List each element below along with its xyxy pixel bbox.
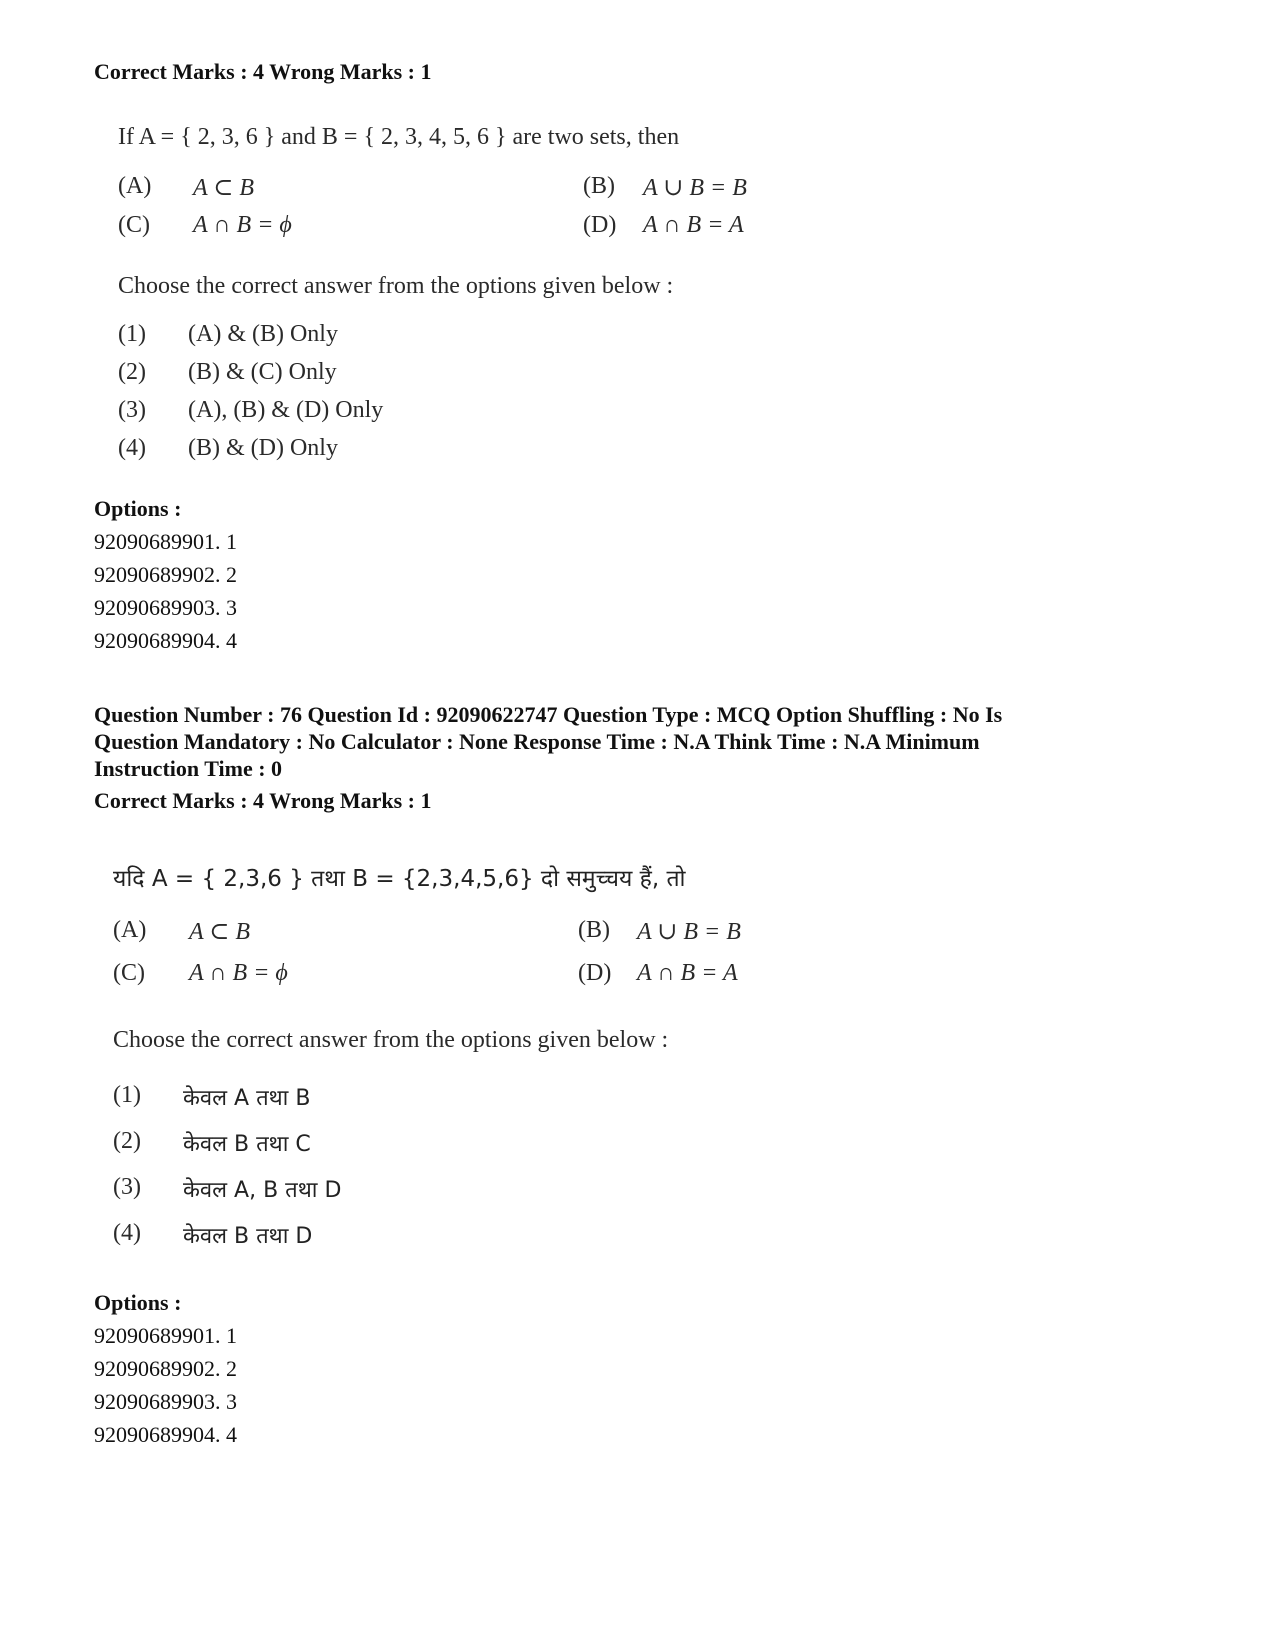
q75-choice-4-num: (4) (118, 435, 146, 461)
q75-prompt: Choose the correct answer from the options given below : (118, 273, 674, 299)
q75-option-4: 92090689904. 4 (94, 628, 237, 653)
q75-stmt-b-expr: A ∪ B = B (643, 175, 747, 201)
q75-choice-3-text: (A), (B) & (D) Only (188, 397, 384, 423)
q75-choice-2-num: (2) (118, 359, 146, 385)
q75-choice-2-text: (B) & (C) Only (188, 359, 337, 385)
q76-option-3: 92090689903. 3 (94, 1389, 237, 1414)
q76-option-2: 92090689902. 2 (94, 1356, 237, 1381)
q76-stem: यदि A = { 2,3,6 } तथा B = {2,3,4,5,6} दो समुच्चय हैं, तो (113, 866, 686, 892)
q75-options-label: Options : (94, 496, 182, 521)
q75-stmt-b-label: (B) (583, 173, 615, 199)
q75-option-3: 92090689903. 3 (94, 595, 237, 620)
q76-choice-2-text: केवल B तथा C (183, 1132, 311, 1157)
q76-options-label: Options : (94, 1290, 182, 1315)
q76-option-1: 92090689901. 1 (94, 1323, 237, 1348)
q75-stmt-c-label: (C) (118, 212, 150, 238)
q76-stmt-b-expr: A ∪ B = B (637, 919, 741, 945)
q76-prompt: Choose the correct answer from the options given below : (113, 1027, 669, 1053)
q76-choice-2-num: (2) (113, 1128, 141, 1154)
q76-stmt-a-label: (A) (113, 917, 147, 943)
q75-stmt-c-expr: A ∩ B = ϕ (193, 212, 292, 238)
q76-header-line-2: Question Mandatory : No Calculator : None Response Time : N.A Think Time : N.A Minimum (94, 729, 980, 754)
q76-header-line-1: Question Number : 76 Question Id : 92090622747 Question Type : MCQ Option Shuffling : No Is (94, 702, 1003, 727)
q76-choice-4-text: केवल B तथा D (183, 1224, 313, 1249)
q75-stmt-d-label: (D) (583, 212, 617, 238)
q75-stem: If A = { 2, 3, 6 } and B = { 2, 3, 4, 5, 6 } are two sets, then (118, 124, 680, 150)
q76-marks: Correct Marks : 4 Wrong Marks : 1 (94, 788, 432, 813)
q76-stmt-c-expr: A ∩ B = ϕ (189, 960, 288, 986)
q76-stmt-d-expr: A ∩ B = A (637, 960, 738, 986)
q75-choice-1-text: (A) & (B) Only (188, 321, 338, 347)
q76-header-line-3: Instruction Time : 0 (94, 756, 283, 781)
q75-choice-3-num: (3) (118, 397, 146, 423)
q76-choice-1-text: केवल A तथा B (183, 1086, 311, 1111)
q76-choice-4-num: (4) (113, 1220, 141, 1246)
q75-option-1: 92090689901. 1 (94, 529, 237, 554)
q76-option-4: 92090689904. 4 (94, 1422, 237, 1447)
q76-choice-1-num: (1) (113, 1082, 141, 1108)
q76-choice-3-num: (3) (113, 1174, 141, 1200)
q75-stmt-a-expr: A ⊂ B (193, 175, 254, 201)
q75-stmt-d-expr: A ∩ B = A (643, 212, 744, 238)
q75-choice-4-text: (B) & (D) Only (188, 435, 338, 461)
q76-stmt-d-label: (D) (578, 960, 612, 986)
q76-choice-3-text: केवल A, B तथा D (183, 1178, 342, 1203)
q75-marks: Correct Marks : 4 Wrong Marks : 1 (94, 59, 432, 84)
q76-stmt-b-label: (B) (578, 917, 610, 943)
q76-stmt-a-expr: A ⊂ B (189, 919, 250, 945)
q75-stmt-a-label: (A) (118, 173, 152, 199)
q76-stmt-c-label: (C) (113, 960, 145, 986)
q75-choice-1-num: (1) (118, 321, 146, 347)
q75-option-2: 92090689902. 2 (94, 562, 237, 587)
